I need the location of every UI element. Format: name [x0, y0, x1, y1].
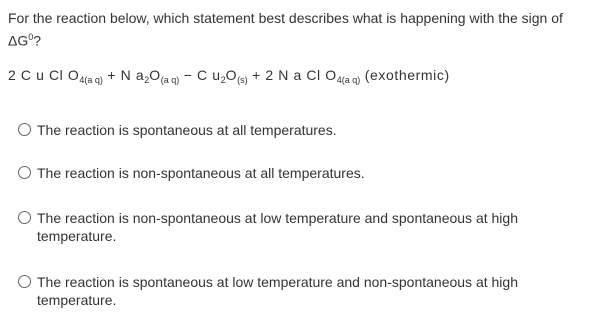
radio-button[interactable]: [18, 211, 31, 224]
eq-term-naclo4: + 2 N a Cl O: [247, 67, 337, 83]
eq-sub-state: (s): [237, 75, 248, 85]
radio-button[interactable]: [18, 166, 31, 179]
answer-option-2[interactable]: [18, 164, 588, 182]
eq-term-cuclo4: 2 C u Cl O: [8, 67, 80, 83]
eq-sub-state: (a q): [341, 75, 361, 85]
eq-sub-state: (a q): [160, 75, 180, 85]
answer-label: The reaction is spontaneous at low temperature and non-spontaneous at high temperature.: [37, 274, 518, 308]
eq-sub: 4: [79, 75, 85, 85]
answer-option-4[interactable]: [18, 273, 588, 309]
eq-arrow-cu: − C u: [179, 67, 221, 83]
question-end: ?: [33, 32, 42, 49]
eq-term-na: + N a: [102, 67, 145, 83]
radio-button[interactable]: [18, 123, 31, 136]
question-text: For the reaction below, which statement best describes what is happening with the sign of ΔG: [8, 10, 563, 49]
eq-note: (exothermic): [360, 67, 450, 83]
answer-option-1[interactable]: [18, 121, 588, 139]
answer-label: The reaction is non-spontaneous at low temperature and spontaneous at high temperature.: [37, 210, 518, 244]
question-superscript: 0: [28, 32, 34, 42]
radio-button[interactable]: [18, 275, 31, 288]
eq-sub-state: (a q): [84, 75, 103, 85]
eq-sub: 2: [144, 75, 150, 85]
answer-label: The reaction is spontaneous at all temperatures.: [37, 122, 337, 138]
answer-option-3[interactable]: [18, 209, 588, 245]
eq-term-o: O: [149, 67, 161, 83]
eq-sub: 2: [220, 75, 226, 85]
eq-term-o: O: [225, 67, 238, 83]
eq-sub: 4: [336, 75, 342, 85]
answer-label: The reaction is non-spontaneous at all temperatures.: [37, 165, 365, 181]
